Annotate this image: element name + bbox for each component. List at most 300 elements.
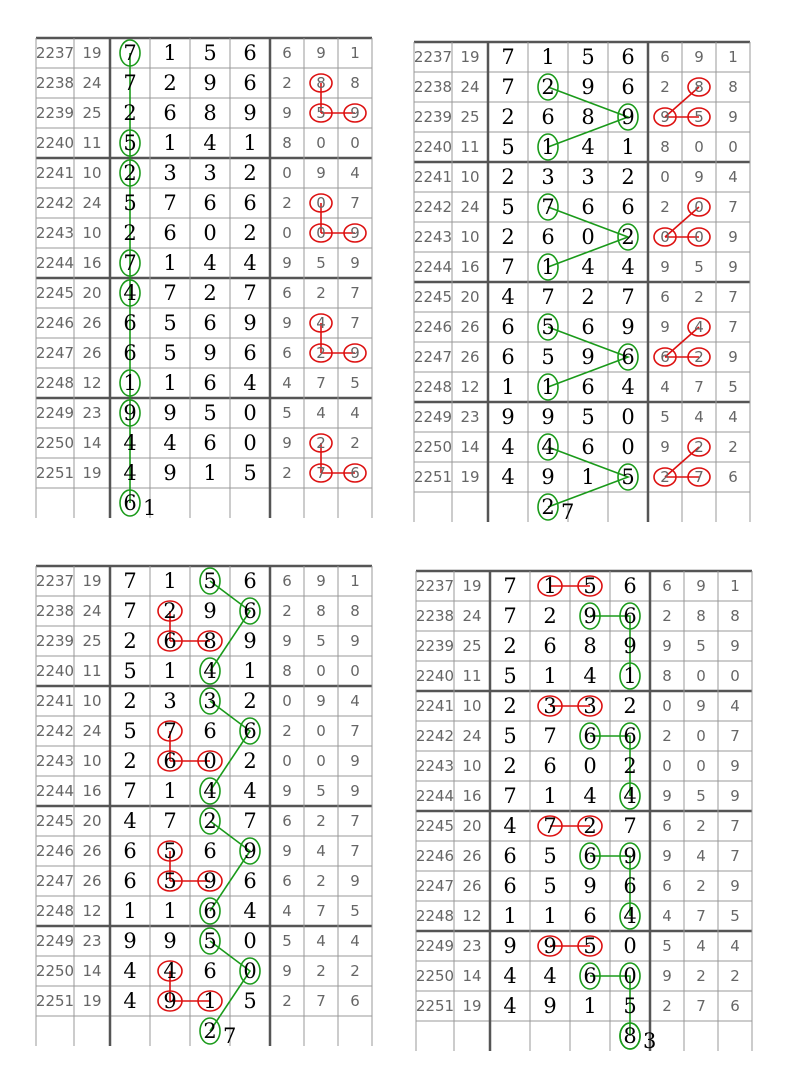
extra-digit: 5 [282,932,292,950]
draw-digit: 9 [543,934,557,958]
draw-digit: 9 [503,934,517,958]
extra-digit: 6 [662,577,672,595]
period-number: 2238 [415,607,455,625]
extra-digit: 0 [316,194,326,212]
extra-digit: 5 [350,374,360,392]
prediction-suffix: 3 [643,1029,657,1053]
draw-digit: 1 [123,899,137,923]
extra-digit: 9 [282,104,292,122]
extra-digit: 0 [282,224,292,242]
draw-digit: 5 [583,934,597,958]
extra-digit: 6 [350,992,360,1010]
draw-digit: 7 [501,255,515,279]
extra-digit: 4 [350,164,360,182]
extra-digit: 9 [282,782,292,800]
extra-digit: 6 [282,344,292,362]
draw-digit: 6 [581,315,595,339]
draw-digit: 7 [243,281,257,305]
extra-digit: 4 [350,404,360,422]
digit-sum: 26 [82,314,102,332]
extra-digit: 8 [694,78,704,96]
draw-digit: 2 [503,754,517,778]
prediction-suffix: 7 [561,500,575,524]
digit-sum: 25 [460,108,480,126]
draw-digit: 3 [541,165,555,189]
period-number: 2246 [415,847,455,865]
period-number: 2247 [413,348,453,366]
extra-digit: 0 [316,722,326,740]
draw-digit: 2 [583,814,597,838]
draw-digit: 1 [163,899,177,923]
digit-sum: 24 [82,74,102,92]
extra-digit: 2 [660,468,670,486]
extra-digit: 2 [316,434,326,452]
draw-digit: 5 [583,574,597,598]
draw-digit: 7 [163,809,177,833]
draw-digit: 6 [203,311,217,335]
digit-sum: 14 [462,967,482,985]
extra-digit: 7 [730,817,740,835]
draw-digit: 4 [243,899,257,923]
extra-digit: 4 [282,374,292,392]
draw-digit: 5 [501,195,515,219]
draw-digit: 6 [623,874,637,898]
draw-digit: 1 [203,461,217,485]
extra-digit: 7 [730,727,740,745]
draw-digit: 0 [243,401,257,425]
draw-digit: 1 [243,659,257,683]
draw-digit: 6 [123,869,137,893]
draw-digit: 3 [163,161,177,185]
draw-digit: 6 [123,839,137,863]
draw-digit: 5 [203,401,217,425]
period-number: 2248 [415,907,455,925]
draw-digit: 1 [541,255,555,279]
draw-digit: 5 [163,839,177,863]
digit-sum: 24 [462,727,482,745]
draw-digit: 5 [501,135,515,159]
draw-digit: 5 [581,405,595,429]
extra-digit: 9 [728,348,738,366]
extra-digit: 2 [316,344,326,362]
digit-sum: 10 [460,228,480,246]
draw-digit: 6 [621,75,635,99]
extra-digit: 4 [316,314,326,332]
extra-digit: 2 [696,967,706,985]
extra-digit: 6 [282,44,292,62]
draw-digit: 6 [503,844,517,868]
draw-digit: 9 [541,405,555,429]
extra-digit: 0 [694,138,704,156]
draw-digit: 5 [123,191,137,215]
digit-sum: 19 [462,577,482,595]
draw-digit: 6 [583,724,597,748]
digit-sum: 26 [82,842,102,860]
extra-digit: 8 [662,667,672,685]
extra-digit: 0 [316,662,326,680]
extra-digit: 9 [282,434,292,452]
draw-digit: 6 [203,431,217,455]
extra-digit: 7 [316,992,326,1010]
period-number: 2243 [415,757,455,775]
period-number: 2245 [35,284,75,302]
extra-digit: 9 [350,782,360,800]
period-number: 2244 [413,258,453,276]
extra-digit: 2 [694,288,704,306]
extra-digit: 8 [350,74,360,92]
period-number: 2237 [35,572,75,590]
digit-sum: 26 [460,318,480,336]
draw-digit: 2 [203,809,217,833]
prediction-digit: 2 [203,1019,217,1043]
period-number: 2243 [413,228,453,246]
draw-digit: 4 [203,779,217,803]
digit-sum: 26 [462,877,482,895]
extra-digit: 4 [694,318,704,336]
draw-digit: 6 [123,311,137,335]
period-number: 2244 [35,254,75,272]
extra-digit: 7 [728,288,738,306]
digit-sum: 11 [460,138,480,156]
draw-digit: 3 [543,694,557,718]
extra-digit: 9 [350,104,360,122]
period-number: 2240 [35,662,75,680]
draw-digit: 7 [623,814,637,838]
period-number: 2247 [35,344,75,362]
draw-digit: 6 [503,874,517,898]
extra-digit: 9 [662,637,672,655]
digit-sum: 20 [82,812,102,830]
extra-digit: 0 [694,228,704,246]
extra-digit: 2 [316,284,326,302]
draw-digit: 4 [503,964,517,988]
extra-digit: 9 [730,757,740,775]
digit-sum: 10 [82,692,102,710]
draw-digit: 6 [581,375,595,399]
draw-digit: 5 [123,659,137,683]
draw-digit: 7 [501,45,515,69]
extra-digit: 9 [282,962,292,980]
draw-digit: 4 [501,285,515,309]
draw-digit: 9 [203,71,217,95]
draw-digit: 3 [203,161,217,185]
extra-digit: 9 [282,632,292,650]
draw-digit: 4 [203,131,217,155]
digit-sum: 11 [82,662,102,680]
extra-digit: 9 [660,318,670,336]
extra-digit: 9 [696,577,706,595]
digit-sum: 26 [82,872,102,890]
digit-sum: 20 [462,817,482,835]
extra-digit: 4 [730,697,740,715]
extra-digit: 9 [350,752,360,770]
extra-digit: 0 [316,224,326,242]
extra-digit: 1 [728,48,738,66]
draw-digit: 5 [203,929,217,953]
extra-digit: 9 [316,164,326,182]
draw-digit: 9 [541,465,555,489]
extra-digit: 4 [696,847,706,865]
period-number: 2241 [35,164,75,182]
draw-digit: 6 [203,191,217,215]
draw-digit: 1 [163,659,177,683]
extra-digit: 9 [660,258,670,276]
extra-digit: 4 [350,932,360,950]
prediction-digit: 6 [123,491,137,515]
extra-digit: 8 [730,607,740,625]
extra-digit: 7 [696,997,706,1015]
extra-digit: 8 [282,134,292,152]
draw-digit: 5 [163,341,177,365]
period-number: 2245 [413,288,453,306]
draw-digit: 7 [163,191,177,215]
draw-digit: 7 [503,784,517,808]
draw-digit: 4 [503,814,517,838]
extra-digit: 7 [350,722,360,740]
period-number: 2247 [35,872,75,890]
extra-digit: 0 [316,134,326,152]
extra-digit: 6 [350,464,360,482]
draw-digit: 4 [541,435,555,459]
draw-digit: 9 [621,105,635,129]
draw-digit: 5 [543,844,557,868]
extra-digit: 0 [316,752,326,770]
extra-digit: 9 [350,872,360,890]
draw-digit: 0 [243,929,257,953]
draw-digit: 3 [163,689,177,713]
extra-digit: 6 [282,872,292,890]
extra-digit: 7 [316,902,326,920]
draw-digit: 4 [243,779,257,803]
extra-digit: 9 [728,108,738,126]
draw-digit: 6 [243,869,257,893]
draw-digit: 6 [243,569,257,593]
extra-digit: 5 [696,787,706,805]
draw-digit: 9 [581,75,595,99]
draw-digit: 6 [623,604,637,628]
digit-sum: 19 [460,48,480,66]
draw-digit: 6 [203,899,217,923]
period-number: 2251 [35,992,75,1010]
extra-digit: 2 [350,962,360,980]
draw-digit: 6 [501,315,515,339]
draw-digit: 2 [501,225,515,249]
extra-digit: 6 [730,997,740,1015]
draw-digit: 0 [623,964,637,988]
digit-sum: 25 [462,637,482,655]
draw-digit: 4 [163,959,177,983]
draw-digit: 1 [541,375,555,399]
draw-digit: 5 [203,41,217,65]
digit-sum: 26 [462,847,482,865]
extra-digit: 9 [728,258,738,276]
digit-sum: 24 [82,602,102,620]
extra-digit: 5 [694,108,704,126]
extra-digit: 7 [350,194,360,212]
extra-digit: 4 [282,902,292,920]
draw-digit: 9 [583,874,597,898]
period-number: 2247 [415,877,455,895]
draw-digit: 2 [543,604,557,628]
draw-digit: 4 [623,784,637,808]
draw-digit: 4 [581,255,595,279]
digit-sum: 16 [460,258,480,276]
draw-digit: 9 [163,401,177,425]
period-number: 2241 [413,168,453,186]
extra-digit: 9 [282,314,292,332]
digit-sum: 19 [82,44,102,62]
digit-sum: 25 [82,104,102,122]
draw-digit: 4 [501,435,515,459]
period-number: 2242 [35,722,75,740]
draw-digit: 0 [623,934,637,958]
extra-digit: 5 [660,408,670,426]
draw-digit: 2 [503,634,517,658]
digit-sum: 14 [82,962,102,980]
digit-sum: 20 [460,288,480,306]
draw-digit: 1 [621,135,635,159]
draw-digit: 9 [543,994,557,1018]
extra-digit: 8 [728,78,738,96]
draw-digit: 0 [243,431,257,455]
digit-sum: 11 [82,134,102,152]
draw-digit: 5 [243,461,257,485]
trend-grid-svg [416,571,752,1055]
draw-digit: 7 [541,285,555,309]
prediction-digit: 8 [623,1024,637,1048]
extra-digit: 2 [660,78,670,96]
draw-digit: 1 [123,371,137,395]
draw-digit: 6 [621,45,635,69]
extra-digit: 0 [696,667,706,685]
draw-digit: 6 [543,634,557,658]
draw-digit: 5 [621,465,635,489]
digit-sum: 19 [82,992,102,1010]
draw-digit: 9 [203,341,217,365]
draw-digit: 6 [583,904,597,928]
draw-digit: 2 [163,599,177,623]
period-number: 2248 [35,902,75,920]
extra-digit: 5 [694,258,704,276]
draw-digit: 2 [123,221,137,245]
draw-digit: 2 [123,689,137,713]
period-number: 2249 [35,404,75,422]
extra-digit: 0 [728,138,738,156]
draw-digit: 7 [243,809,257,833]
period-number: 2237 [35,44,75,62]
period-number: 2239 [415,637,455,655]
extra-digit: 0 [696,727,706,745]
extra-digit: 1 [730,577,740,595]
extra-digit: 9 [730,877,740,895]
digit-sum: 26 [82,344,102,362]
draw-digit: 7 [123,251,137,275]
extra-digit: 7 [350,812,360,830]
period-number: 2245 [35,812,75,830]
extra-digit: 2 [730,967,740,985]
extra-digit: 4 [316,932,326,950]
period-number: 2240 [413,138,453,156]
draw-digit: 5 [243,989,257,1013]
period-number: 2250 [35,962,75,980]
extra-digit: 6 [728,468,738,486]
period-number: 2250 [413,438,453,456]
extra-digit: 8 [660,138,670,156]
draw-digit: 2 [123,161,137,185]
extra-digit: 7 [694,468,704,486]
draw-digit: 8 [581,105,595,129]
draw-digit: 7 [123,779,137,803]
digit-sum: 16 [82,254,102,272]
extra-digit: 2 [316,962,326,980]
period-number: 2237 [415,577,455,595]
extra-digit: 7 [316,464,326,482]
extra-digit: 9 [730,787,740,805]
draw-digit: 9 [243,101,257,125]
period-number: 2239 [35,104,75,122]
extra-digit: 0 [696,757,706,775]
draw-digit: 6 [581,435,595,459]
draw-digit: 1 [203,989,217,1013]
draw-digit: 7 [163,719,177,743]
digit-sum: 12 [82,374,102,392]
extra-digit: 0 [694,198,704,216]
draw-digit: 6 [243,71,257,95]
extra-digit: 5 [316,254,326,272]
digit-sum: 24 [82,722,102,740]
draw-digit: 2 [621,165,635,189]
draw-digit: 6 [243,41,257,65]
extra-digit: 0 [662,697,672,715]
draw-digit: 4 [583,784,597,808]
extra-digit: 7 [730,847,740,865]
draw-digit: 0 [243,959,257,983]
extra-digit: 7 [728,198,738,216]
extra-digit: 4 [316,404,326,422]
draw-digit: 5 [123,719,137,743]
draw-digit: 5 [543,874,557,898]
trend-grid-svg [36,566,372,1050]
digit-sum: 12 [462,907,482,925]
extra-digit: 9 [662,787,672,805]
extra-digit: 2 [316,812,326,830]
extra-digit: 4 [728,408,738,426]
draw-digit: 1 [543,664,557,688]
draw-digit: 7 [503,574,517,598]
extra-digit: 2 [282,194,292,212]
draw-digit: 1 [163,131,177,155]
extra-digit: 8 [350,602,360,620]
period-number: 2239 [35,632,75,650]
draw-digit: 4 [123,959,137,983]
extra-digit: 9 [350,224,360,242]
extra-digit: 2 [662,727,672,745]
draw-digit: 6 [203,839,217,863]
draw-digit: 4 [581,135,595,159]
draw-digit: 2 [623,754,637,778]
chart-panel-top-left [36,38,372,522]
period-number: 2246 [35,842,75,860]
extra-digit: 2 [282,992,292,1010]
draw-digit: 4 [501,465,515,489]
draw-digit: 4 [203,659,217,683]
draw-digit: 2 [621,225,635,249]
extra-digit: 0 [282,164,292,182]
draw-digit: 7 [541,195,555,219]
draw-digit: 8 [583,634,597,658]
digit-sum: 26 [460,348,480,366]
draw-digit: 6 [243,599,257,623]
